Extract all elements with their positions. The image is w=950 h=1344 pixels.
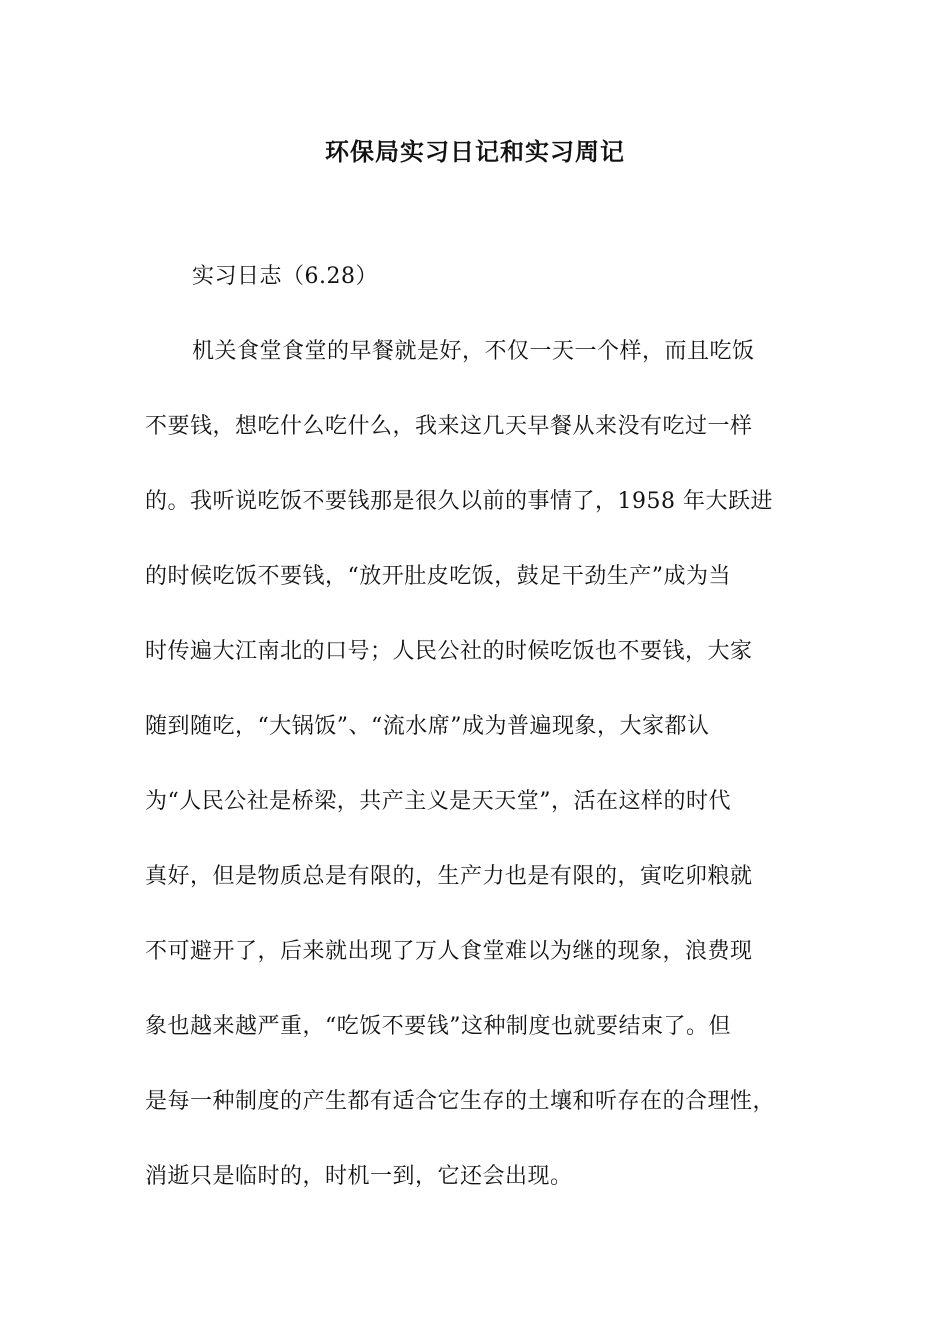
diary-heading: 实习日志（6.28） xyxy=(192,264,378,289)
document-title: 环保局实习日记和实习周记 xyxy=(325,138,625,166)
paragraph-line: 的。我听说吃饭不要钱那是很久以前的事情了，1958 年大跃进 xyxy=(145,489,773,514)
paragraph-line: 是每一种制度的产生都有适合它生存的土壤和听存在的合理性， xyxy=(145,1089,776,1114)
paragraph-line: 不要钱，想吃什么吃什么，我来这几天早餐从来没有吃过一样 xyxy=(145,414,753,439)
paragraph-line: 象也越来越严重，“吃饭不要钱”这种制度也就要结束了。但 xyxy=(145,1014,731,1039)
paragraph-line: 真好，但是物质总是有限的，生产力也是有限的，寅吃卯粮就 xyxy=(145,864,753,889)
paragraph-line: 为“人民公社是桥梁，共产主义是天天堂”，活在这样的时代 xyxy=(145,789,731,814)
paragraph-line: 不可避开了，后来就出现了万人食堂难以为继的现象，浪费现 xyxy=(145,939,753,964)
paragraph-line: 消逝只是临时的，时机一到，它还会出现。 xyxy=(145,1164,573,1189)
paragraph-line: 机关食堂食堂的早餐就是好，不仅一天一个样，而且吃饭 xyxy=(192,339,755,364)
paragraph-line: 时传遍大江南北的口号；人民公社的时候吃饭也不要钱，大家 xyxy=(145,639,753,664)
paragraph-line: 的时候吃饭不要钱，“放开肚皮吃饭，鼓足干劲生产”成为当 xyxy=(145,564,731,589)
paragraph-line: 随到随吃，“大锅饭”、“流水席”成为普遍现象，大家都认 xyxy=(145,714,710,739)
